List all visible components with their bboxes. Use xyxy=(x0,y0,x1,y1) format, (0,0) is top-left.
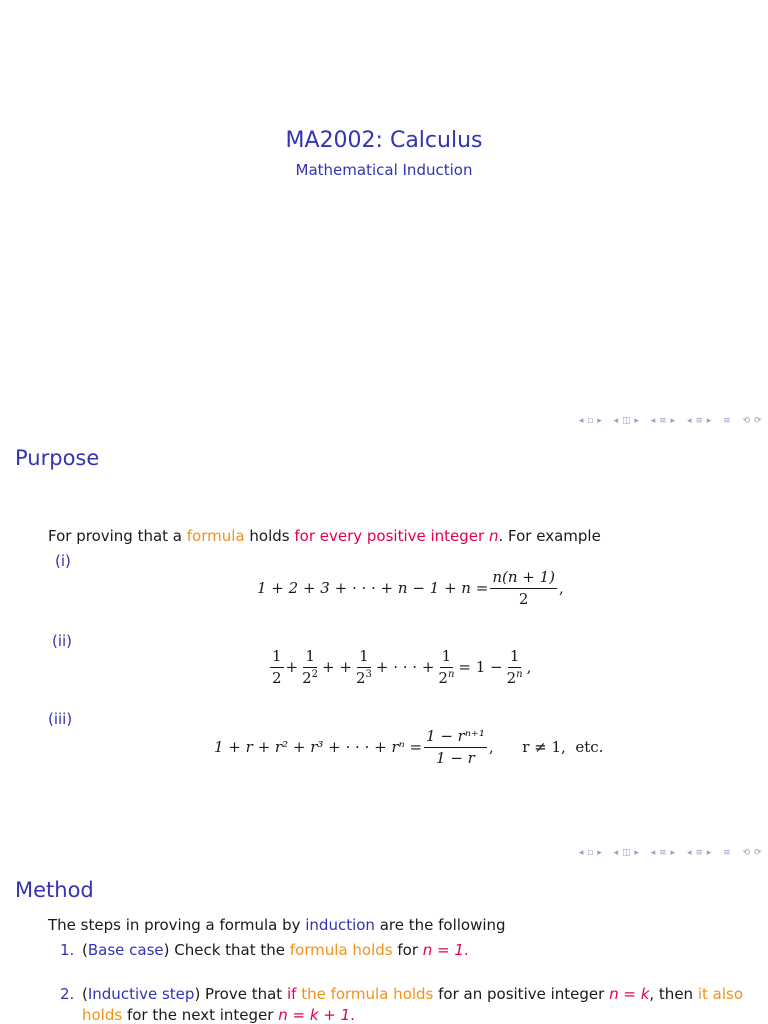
title-slide xyxy=(0,0,768,432)
inductive-step-item-line2 xyxy=(82,1006,355,1024)
intro-text: For proving that a xyxy=(48,527,187,545)
eq2-tail: , xyxy=(526,658,532,676)
eq2-plus: + xyxy=(285,658,299,676)
eq2-equals: = 1 − xyxy=(458,658,503,676)
nav-toc-icon[interactable]: ≡ xyxy=(723,416,732,426)
item-text: for xyxy=(392,941,423,959)
eq1-fraction xyxy=(490,569,557,607)
nav-subsection-icon[interactable]: ◂ ◫ ▸ xyxy=(613,848,640,858)
item-text: for the next integer xyxy=(122,1006,279,1024)
nav-search-icon[interactable]: ⟲ ⟳ xyxy=(742,848,762,858)
equation-geometric-series xyxy=(214,728,603,766)
structure-base-case: Base case xyxy=(87,941,164,959)
beamer-navigation-bar[interactable] xyxy=(571,848,762,858)
paren: ( xyxy=(82,941,88,959)
purpose-intro xyxy=(48,527,601,545)
alert-n-equals-k: n = k xyxy=(609,985,650,1003)
eq3-numerator: 1 − rⁿ⁺¹ xyxy=(424,728,487,748)
item-number: 2. xyxy=(60,985,75,1003)
frame-title: Method xyxy=(15,878,94,902)
purpose-slide xyxy=(0,432,768,864)
eq2-frac-rhs: $\frac{1}{2^n}$ xyxy=(506,647,523,687)
equation-geometric-halves xyxy=(268,648,531,686)
highlight-formula-holds: formula holds xyxy=(289,941,393,959)
item-number: 1. xyxy=(60,941,75,959)
nav-frame-icon[interactable]: ◂ ▫ ▸ xyxy=(578,416,603,426)
item-text: . xyxy=(350,1006,355,1024)
alert-if: if xyxy=(286,985,297,1003)
item-text: for an positive integer xyxy=(433,985,610,1003)
eq3-lhs: 1 + r + r² + r³ + · · · + rⁿ = xyxy=(214,738,423,756)
eq2-frac-half: $\frac{1}{2}$ xyxy=(272,647,282,687)
eq1-denominator: 2 xyxy=(518,589,529,608)
eq2-frac-nth: $\frac{1}{2^n}$ xyxy=(438,647,455,687)
item-text: ) Check that the xyxy=(163,941,290,959)
method-intro xyxy=(48,916,506,934)
nav-frame-icon[interactable]: ◂ ▫ ▸ xyxy=(578,848,603,858)
eq2-frac-eighth: $\frac{1}{2^3}$ xyxy=(355,647,372,687)
equation-sum-integers xyxy=(257,569,564,607)
eq2-plus: + · · · + xyxy=(375,658,435,676)
nav-section-icon[interactable]: ◂ ≡ ▸ xyxy=(650,416,676,426)
inductive-step-item-line1 xyxy=(82,985,743,1003)
intro-text: holds xyxy=(244,527,295,545)
item-text: ) Prove that xyxy=(194,985,287,1003)
base-case-item xyxy=(82,941,469,959)
paren: ( xyxy=(82,985,88,1003)
item-text: , then xyxy=(649,985,698,1003)
alert-n-equals-1: n = 1 xyxy=(422,941,464,959)
highlight-it-also: it also xyxy=(697,985,743,1003)
highlight-formula: formula xyxy=(186,527,245,545)
eq3-denominator: 1 − r xyxy=(436,748,475,767)
eq1-tail: , xyxy=(559,579,564,597)
structure-inductive-step: Inductive step xyxy=(87,985,195,1003)
nav-section-icon[interactable]: ◂ ≡ ▸ xyxy=(650,848,676,858)
eq2-plus: + + xyxy=(322,658,352,676)
intro-text: . For example xyxy=(498,527,601,545)
intro-text: are the following xyxy=(374,916,506,934)
eq1-numerator: n(n + 1) xyxy=(490,569,557,589)
eq2-frac-quarter: $\frac{1}{2^2}$ xyxy=(302,647,319,687)
method-slide xyxy=(0,864,768,1024)
example-label-iii: (iii) xyxy=(48,710,73,728)
example-label-i: (i) xyxy=(55,552,71,570)
nav-document-icon[interactable]: ◂ ≡ ▸ xyxy=(686,848,712,858)
structure-induction: induction xyxy=(305,916,375,934)
nav-subsection-icon[interactable]: ◂ ◫ ▸ xyxy=(613,416,640,426)
eq3-condition: , r ≠ 1, etc. xyxy=(488,738,604,756)
nav-search-icon[interactable]: ⟲ ⟳ xyxy=(742,416,762,426)
alert-n-equals-k-plus-1: n = k + 1 xyxy=(278,1006,351,1024)
eq1-lhs: 1 + 2 + 3 + · · · + n − 1 + n = xyxy=(257,579,489,597)
highlight-formula-holds: the formula holds xyxy=(296,985,434,1003)
nav-toc-icon[interactable]: ≡ xyxy=(723,848,732,858)
nav-document-icon[interactable]: ◂ ≡ ▸ xyxy=(686,416,712,426)
alert-every-positive-integer: for every positive integer xyxy=(294,527,489,545)
intro-text: The steps in proving a formula by xyxy=(48,916,306,934)
alert-variable-n: n xyxy=(488,527,499,545)
presentation-title: MA2002: Calculus xyxy=(285,128,483,153)
frame-title: Purpose xyxy=(15,446,100,470)
item-text: . xyxy=(463,941,469,959)
highlight-holds: holds xyxy=(82,1006,123,1024)
eq3-fraction xyxy=(424,728,487,766)
example-label-ii: (ii) xyxy=(52,632,73,650)
presentation-subtitle: Mathematical Induction xyxy=(295,161,473,179)
beamer-navigation-bar[interactable] xyxy=(571,416,762,426)
